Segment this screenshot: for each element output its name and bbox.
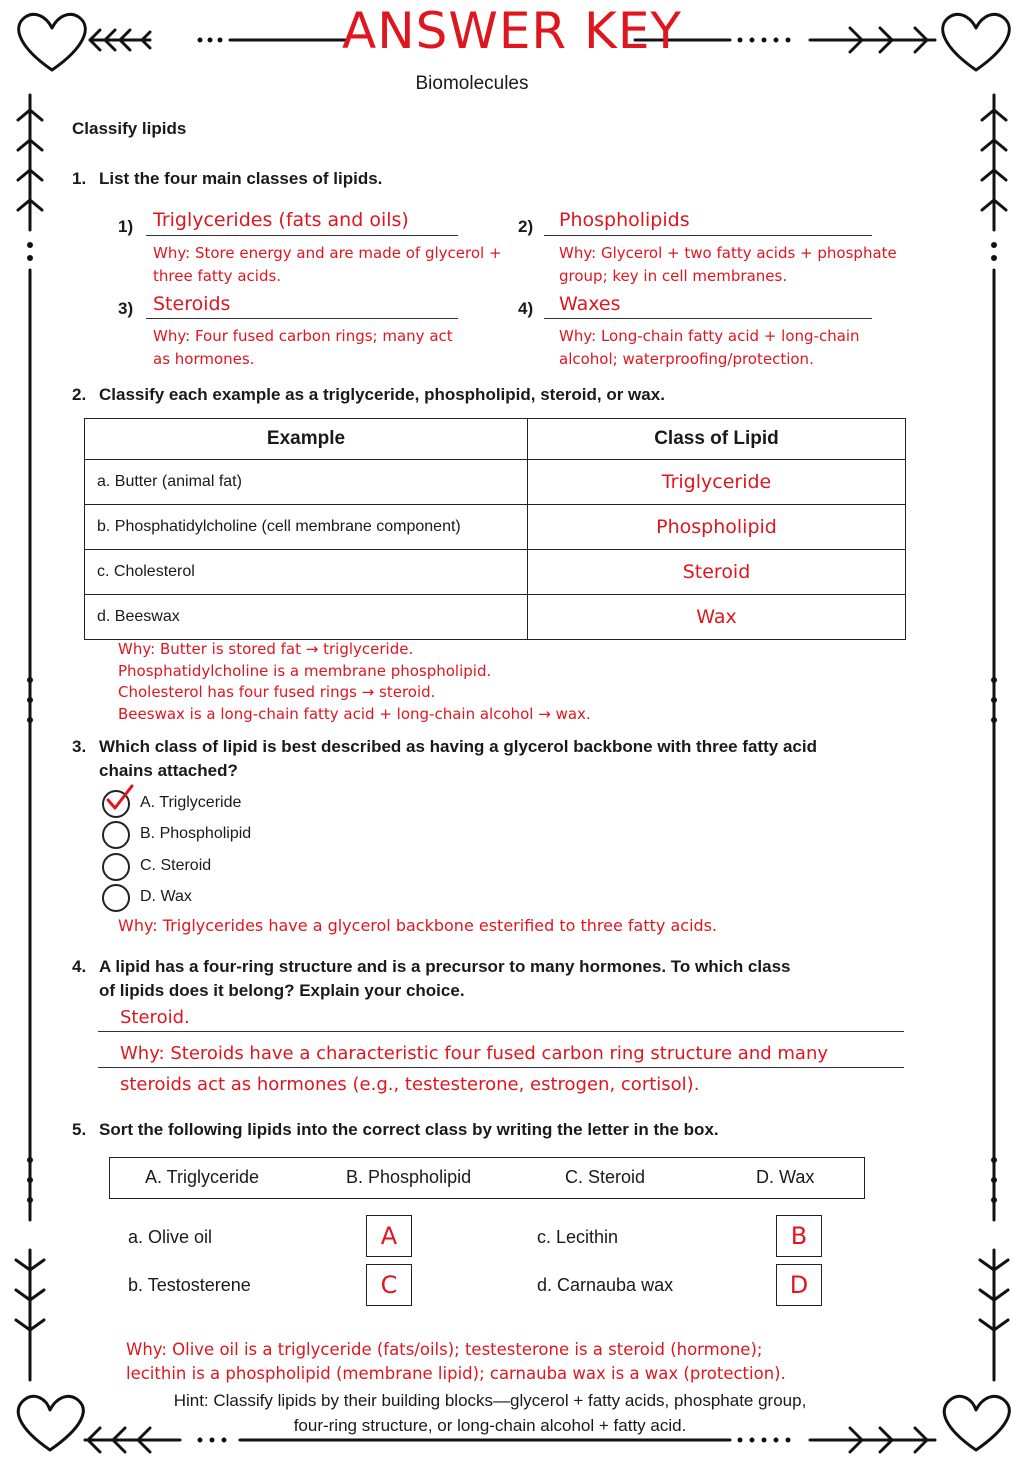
table-cell-class: Phospholipid [528,505,906,550]
q2-question: Classify each example as a triglyceride, phospholipid, steroid, or wax. [99,385,665,404]
hint-line: four-ring structure, or long-chain alcohol + fatty acid. [293,1416,687,1435]
heart-icon [944,1396,1009,1450]
q2-why-line: Cholesterol has four fused rings → steroid. [118,683,436,701]
q1-number: 1. [72,169,87,188]
table-header-row [85,419,906,460]
q5-question: Sort the following lipids into the correct class by writing the letter in the box. [99,1120,719,1139]
answer-line [146,235,458,236]
q5-number: 5. [72,1120,87,1139]
q3-question-line: chains attached? [99,761,238,780]
table-cell-example: a. Butter (animal fat) [85,460,528,505]
q1-question: List the four main classes of lipids. [99,169,383,188]
q1-item-4-number: 4) [518,299,534,318]
q5-why [126,1338,786,1386]
q2-why-line: Why: Butter is stored fat → triglyceride. [118,640,414,658]
section-title: Classify lipids [72,119,187,138]
table-row [85,460,906,505]
table-header-example: Example [85,419,528,460]
q1-item-3-why-line-2: as hormones. [153,350,255,368]
option-a-label: A. Triglyceride [140,794,242,811]
q4-answer-line-1: Steroid. [120,1007,190,1028]
q4-question-line: A lipid has a four-ring structure and is a precursor to many hormones. To which class [99,957,791,976]
class-key-box [109,1157,865,1199]
option-d-radio[interactable] [102,884,130,912]
hint-line: Hint: Classify lipids by their building blocks—glycerol + fatty acids, phosphate group, [173,1391,807,1410]
table-cell-class: Wax [528,595,906,640]
option-b-label: B. Phospholipid [140,825,252,842]
class-key-a: A. Triglyceride [145,1167,260,1187]
q2-why [118,639,591,725]
q1-item-3-answer: Steroids [153,293,231,315]
q4-number: 4. [72,957,87,976]
q5-why-line: lecithin is a phospholipid (membrane lipid); carnauba wax is a wax (protection). [126,1364,786,1383]
q1-item-2-why-line-2: group; key in cell membranes. [559,267,788,285]
q3-why: Why: Triglycerides have a glycerol backbone esterified to three fatty acids. [118,916,718,935]
option-c-radio[interactable] [102,853,130,881]
sort-item-c-label: c. Lecithin [537,1227,619,1247]
class-key-c: C. Steroid [565,1167,646,1187]
q5-why-line: Why: Olive oil is a triglyceride (fats/oils); testesterone is a steroid (hormone); [126,1340,763,1359]
table-cell-example: c. Cholesterol [85,550,528,595]
classification-table [84,418,906,640]
table-header-class: Class of Lipid [528,419,906,460]
table-row [85,550,906,595]
q1-item-1-number: 1) [118,217,134,236]
answer-line [98,1067,904,1068]
sort-item-c-box[interactable]: B [776,1215,822,1257]
q1-item-3-number: 3) [118,299,134,318]
q3-question [99,735,817,783]
q4-answer-line-2: Why: Steroids have a characteristic four fused carbon ring structure and many [120,1043,829,1064]
table-cell-example: d. Beeswax [85,595,528,640]
page-subtitle: Biomolecules [415,73,529,94]
answer-line [544,318,872,319]
answer-line [98,1031,904,1032]
hint-text [100,1388,880,1438]
class-key-b: B. Phospholipid [346,1167,472,1187]
option-d-label: D. Wax [140,888,192,905]
sort-item-a-label: a. Olive oil [128,1227,213,1247]
q1-item-1-why-line-2: three fatty acids. [153,267,282,285]
heart-icon [18,1396,83,1450]
q1-item-1-answer: Triglycerides (fats and oils) [153,209,409,231]
sort-item-b-box[interactable]: C [366,1264,412,1306]
q3-number: 3. [72,737,87,756]
sort-item-b-label: b. Testosterene [128,1275,251,1295]
class-key-d: D. Wax [756,1167,815,1187]
q4-question-line: of lipids does it belong? Explain your choice. [99,981,465,1000]
answer-line [544,235,872,236]
q1-item-2-answer: Phospholipids [559,209,690,231]
q2-number: 2. [72,385,87,404]
q4-answer-line-3: steroids act as hormones (e.g., testesterone, estrogen, cortisol). [120,1074,700,1095]
page-title: ANSWER KEY [342,2,682,60]
sort-item-d-label: d. Carnauba wax [537,1275,674,1295]
q1-item-1-why-line-1: Why: Store energy and are made of glycerol + [153,244,502,262]
q4-question [99,955,790,1003]
sort-item-a-box[interactable]: A [366,1215,412,1257]
checkmark-icon [102,782,136,816]
table-cell-class: Steroid [528,550,906,595]
q2-why-line: Beeswax is a long-chain fatty acid + long-chain alcohol → wax. [118,704,591,723]
q2-why-line: Phosphatidylcholine is a membrane phospholipid. [118,661,492,680]
q1-item-4-why-line-2: alcohol; waterproofing/protection. [559,350,814,368]
table-cell-class: Triglyceride [528,460,906,505]
option-c-label: C. Steroid [140,857,212,874]
q1-item-4-answer: Waxes [559,293,621,315]
table-cell-example: b. Phosphatidylcholine (cell membrane component) [85,505,528,550]
answer-line [146,318,458,319]
q3-question-line: Which class of lipid is best described as having a glycerol backbone with three fatty acid [99,737,817,756]
q1-item-2-why-line-1: Why: Glycerol + two fatty acids + phosphate [559,244,897,262]
option-b-radio[interactable] [102,821,130,849]
sort-item-d-box[interactable]: D [776,1264,822,1306]
table-row [85,595,906,640]
q1-item-3-why-line-1: Why: Four fused carbon rings; many act [153,327,453,345]
table-row [85,505,906,550]
q1-item-4-why-line-1: Why: Long-chain fatty acid + long-chain [559,327,860,345]
q1-item-2-number: 2) [518,217,534,236]
